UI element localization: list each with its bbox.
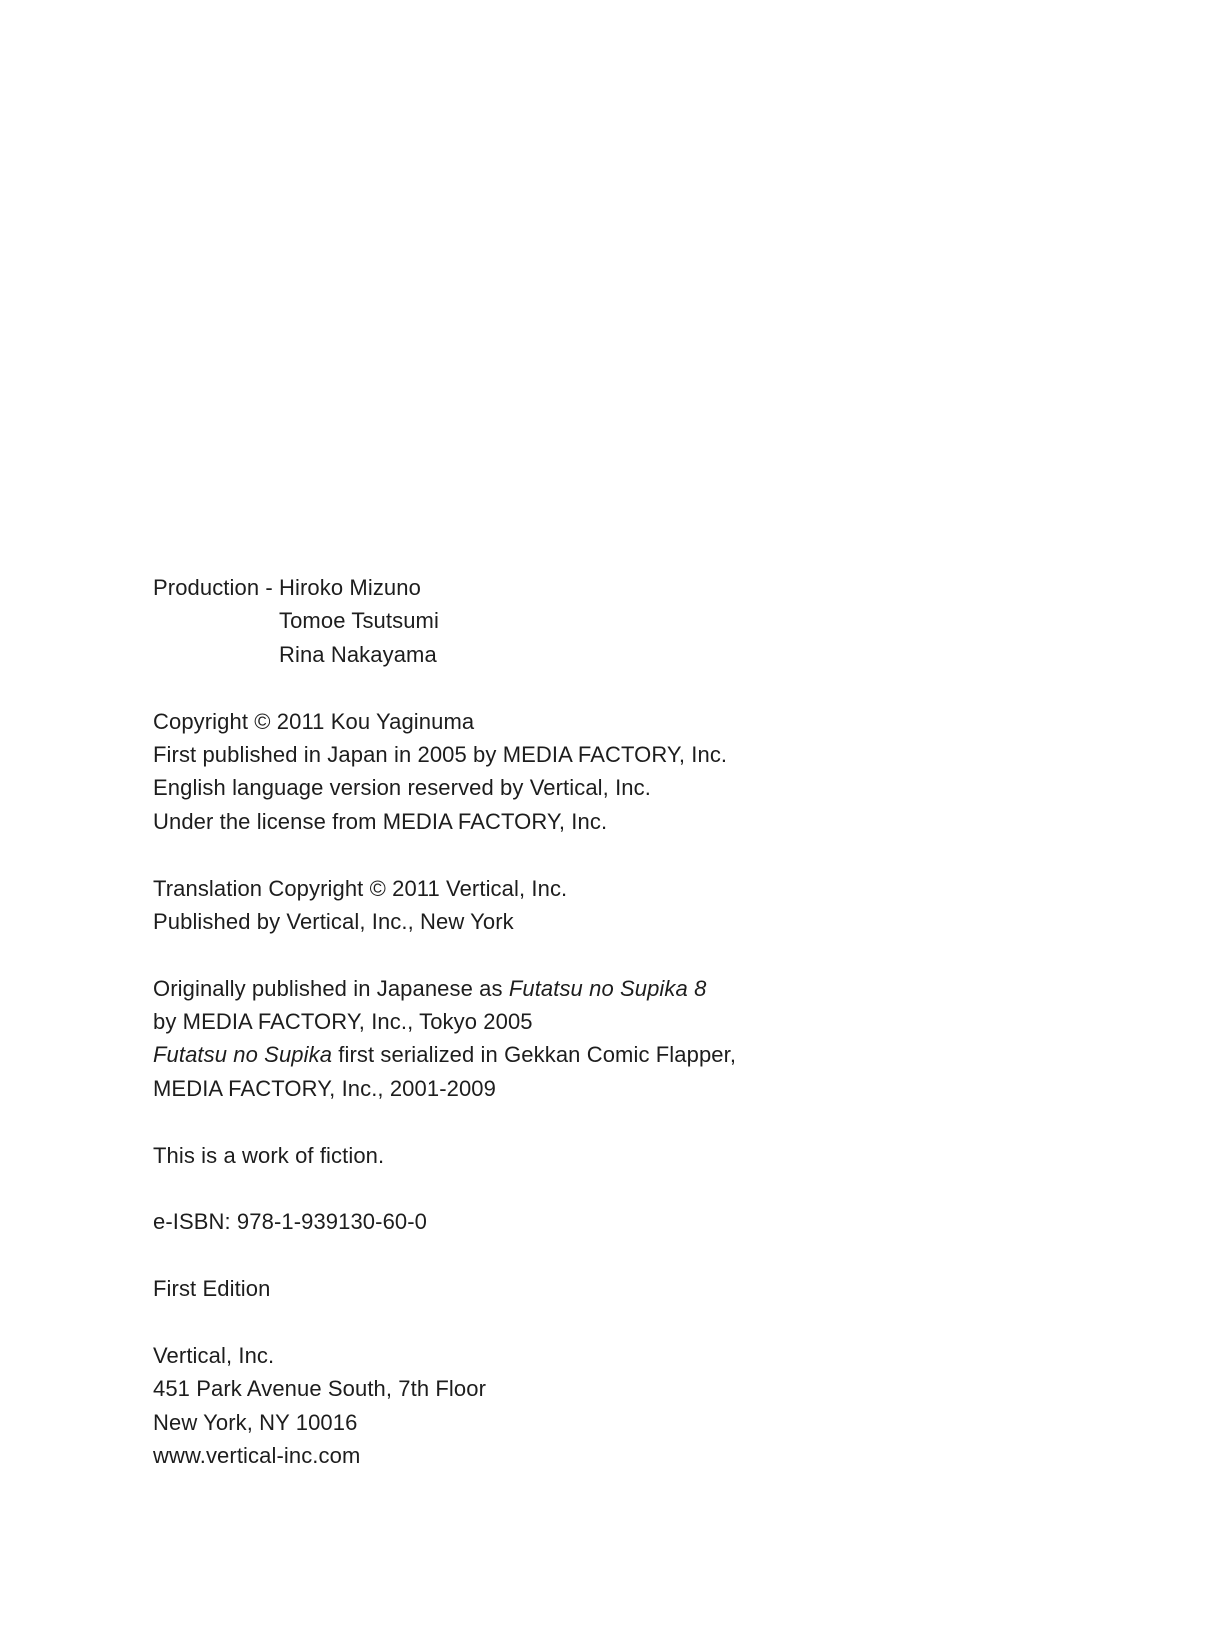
license-line: Under the license from MEDIA FACTORY, Inc. (153, 808, 608, 834)
publisher-city: New York, NY 10016 (153, 1409, 358, 1435)
spacer (153, 938, 913, 971)
spacer (153, 1172, 913, 1205)
production-name-1: Hiroko Mizuno (279, 575, 421, 600)
published-by-line: Published by Vertical, Inc., New York (153, 908, 514, 934)
publisher-name: Vertical, Inc. (153, 1342, 275, 1368)
production-line-1 (153, 571, 913, 604)
edition-line: First Edition (153, 1276, 271, 1302)
original-title: Futatsu no Supika 8 (508, 975, 707, 1001)
fiction-notice: This is a work of fiction. (153, 1142, 385, 1168)
serialized-rest: first serialized in Gekkan Comic Flapper, (332, 1042, 737, 1068)
production-label: Production - (153, 575, 280, 600)
serialized-title: Futatsu no Supika (153, 1042, 333, 1068)
spacer (153, 838, 913, 871)
original-prefix: Originally published in Japanese as (153, 975, 509, 1001)
original-publication-line-1 (153, 972, 913, 1005)
spacer (153, 671, 913, 704)
production-name-2: Tomoe Tsutsumi (279, 608, 439, 634)
spacer (153, 1239, 913, 1272)
first-published-line: First published in Japan in 2005 by MEDIA FACTORY, Inc. (153, 741, 728, 767)
publisher-street: 451 Park Avenue South, 7th Floor (153, 1376, 487, 1402)
publisher-website: www.vertical-inc.com (153, 1443, 361, 1469)
copyright-line: Copyright © 2011 Kou Yaginuma (153, 708, 475, 734)
original-publication-line-2: by MEDIA FACTORY, Inc., Tokyo 2005 (153, 1009, 533, 1035)
copyright-text-block (153, 571, 913, 1473)
original-publication-line-4: MEDIA FACTORY, Inc., 2001-2009 (153, 1075, 496, 1101)
translation-copyright-line: Translation Copyright © 2011 Vertical, Inc. (153, 875, 568, 901)
spacer (153, 1306, 913, 1339)
spacer (153, 1105, 913, 1138)
isbn-line: e-ISBN: 978-1-939130-60-0 (153, 1209, 427, 1235)
english-version-line: English language version reserved by Vertical, Inc. (153, 775, 651, 801)
original-publication-line-3 (153, 1038, 913, 1071)
production-name-3: Rina Nakayama (279, 641, 437, 667)
